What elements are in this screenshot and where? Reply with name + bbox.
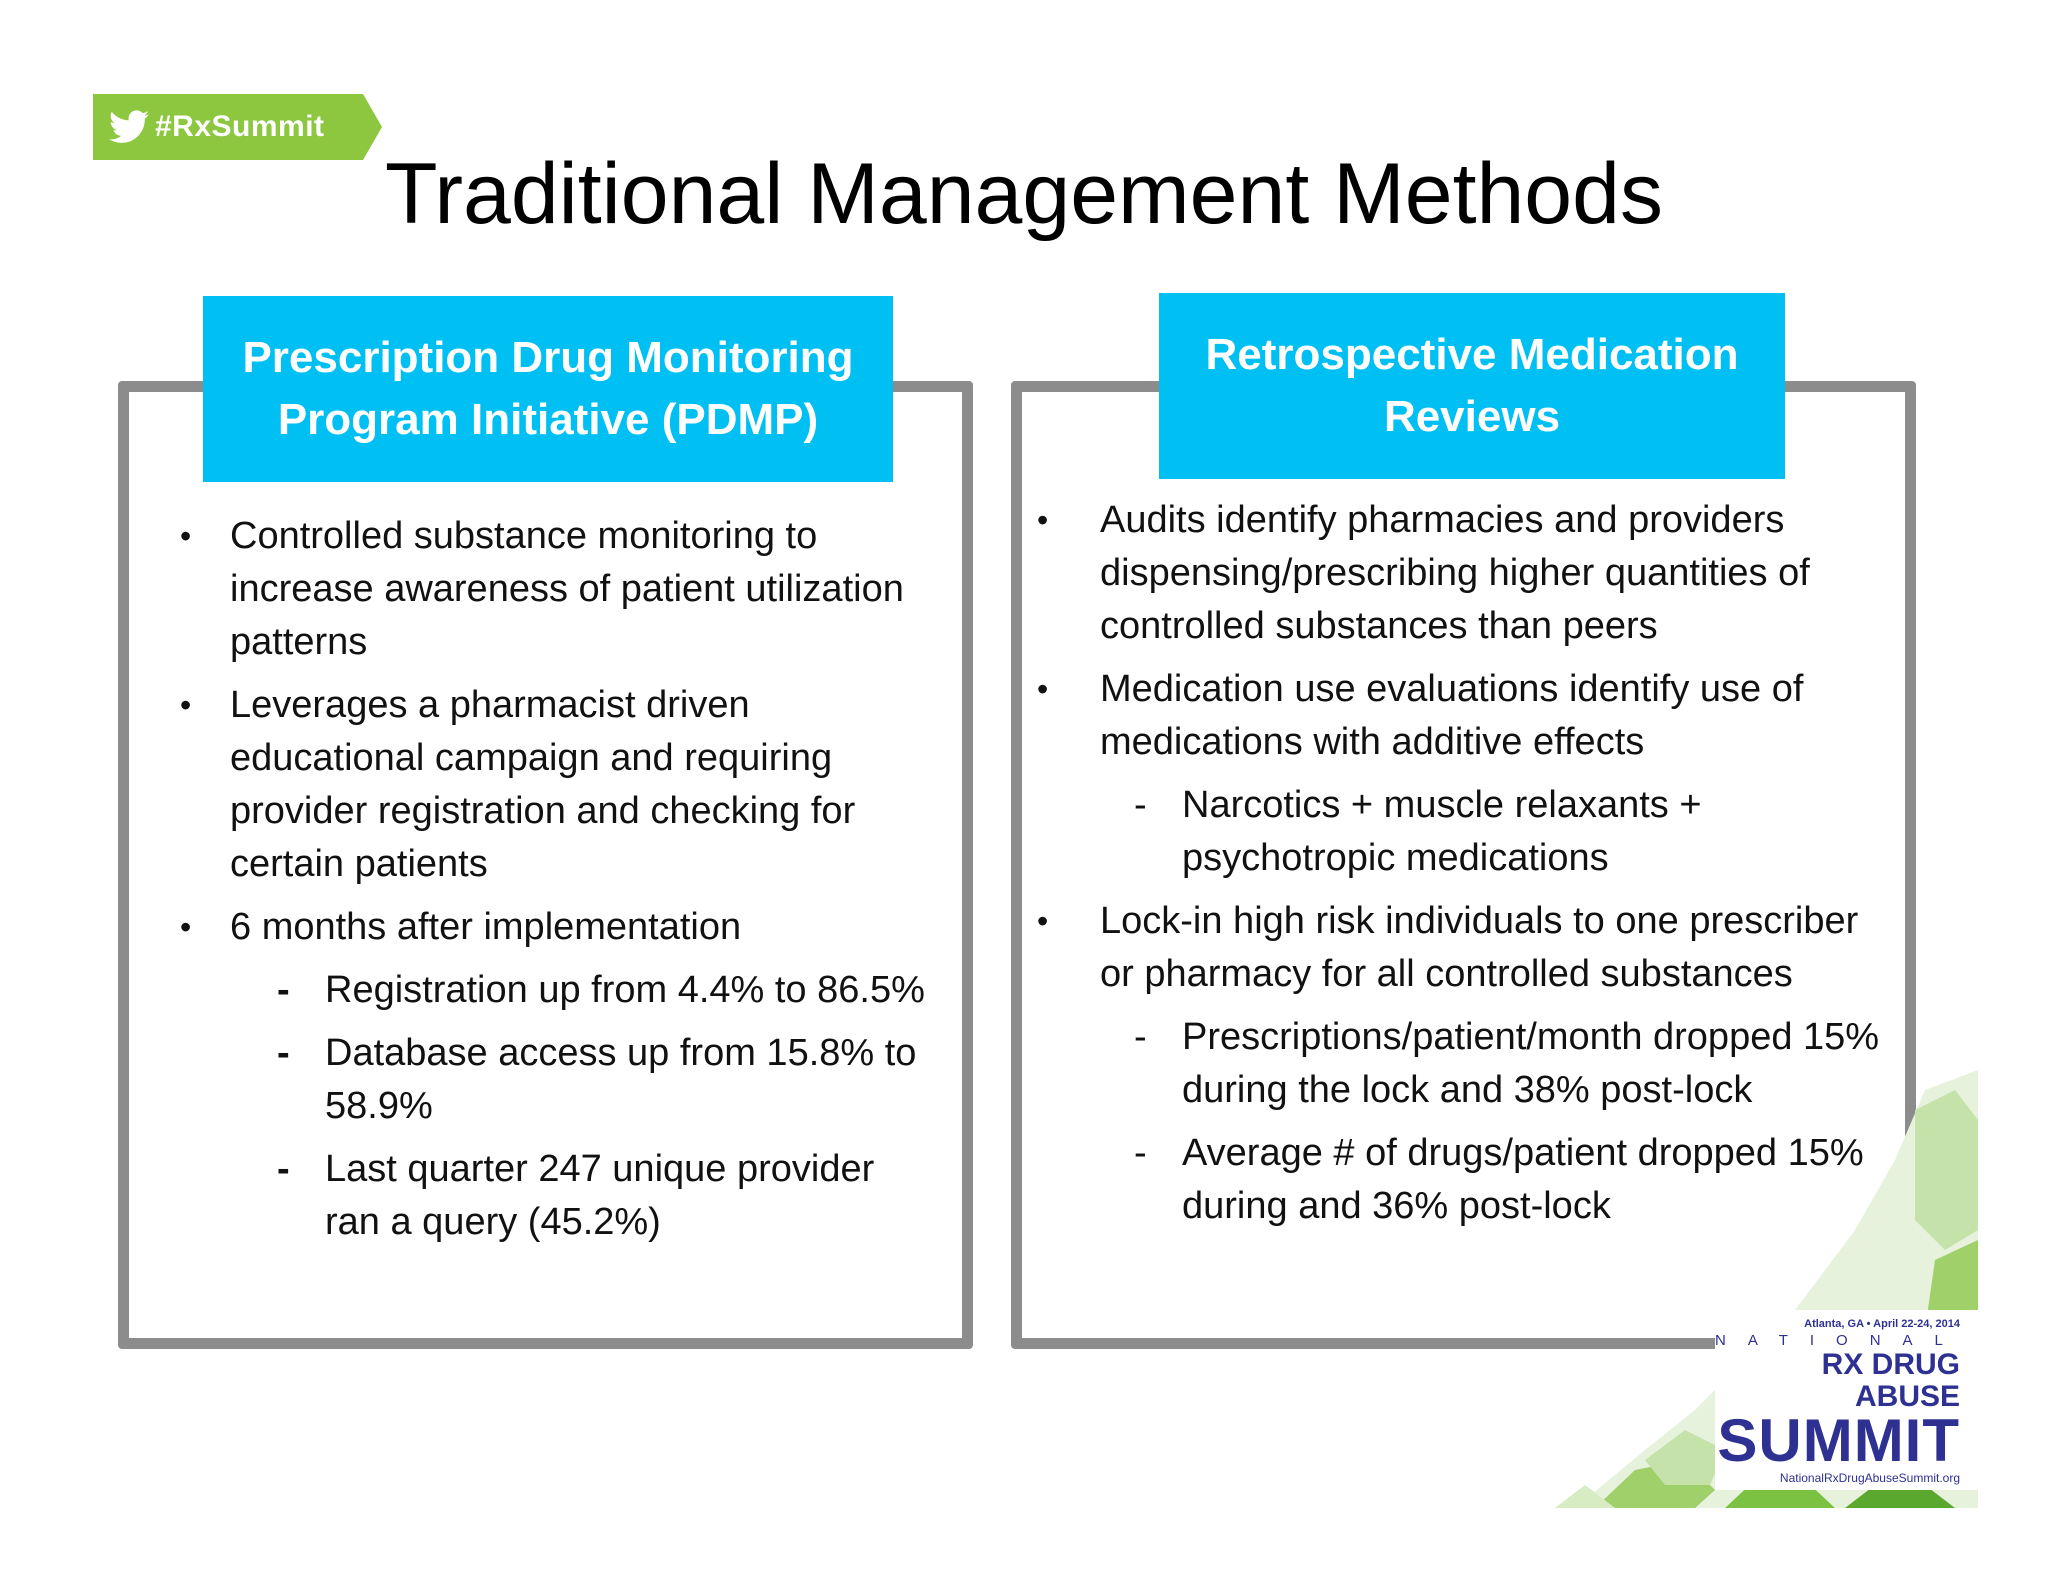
- logo-card: [1715, 1310, 1978, 1490]
- bullet-icon: •: [1037, 502, 1049, 538]
- medication-reviews-header: [1159, 293, 1785, 479]
- logo-summit: SUMMIT: [1717, 1407, 1960, 1474]
- sub-bullet-list: [1134, 779, 1900, 885]
- bullet-icon: •: [180, 518, 192, 554]
- twitter-bird-icon: [109, 110, 149, 144]
- bullet-text: Audits identify pharmacies and providers dispensing/prescribing higher quantities of controlled substances than peers: [1100, 499, 1810, 647]
- sub-bullet-list: [277, 964, 930, 1249]
- bullet-icon: •: [180, 909, 192, 945]
- pdmp-bullet-list: [180, 510, 930, 1259]
- bullet-icon: •: [1037, 671, 1049, 707]
- sub-bullet-item: [277, 1027, 930, 1133]
- sub-bullet-text: Average # of drugs/patient dropped 15% during and 36% post-lock: [1182, 1132, 1864, 1227]
- bullet-icon: •: [1037, 903, 1049, 939]
- dash-icon: -: [1134, 784, 1147, 826]
- bullet-item: [1037, 663, 1900, 885]
- dash-icon: -: [277, 969, 290, 1011]
- logo-national: NATIONAL: [1715, 1332, 1965, 1349]
- sub-bullet-text: Database access up from 15.8% to 58.9%: [325, 1032, 917, 1127]
- page-title: Traditional Management Methods: [385, 146, 1663, 242]
- sub-bullet-text: Last quarter 247 unique provider ran a query (45.2%): [325, 1148, 875, 1243]
- logo-url: NationalRxDrugAbuseSummit.org: [1779, 1471, 1960, 1485]
- bullet-text: 6 months after implementation: [230, 906, 742, 948]
- bullet-text: Medication use evaluations identify use of medications with additive effects: [1100, 668, 1804, 763]
- sub-bullet-item: [1134, 779, 1900, 885]
- bullet-text: Controlled substance monitoring to increase awareness of patient utilization patterns: [230, 515, 904, 663]
- sub-bullet-item: [277, 1143, 930, 1249]
- hashtag-label: #RxSummit: [155, 110, 325, 143]
- bullet-text: Leverages a pharmacist driven educational campaign and requiring provider registration and checking for certain patients: [230, 684, 856, 885]
- bullet-item: [1037, 494, 1900, 653]
- dash-icon: -: [277, 1032, 290, 1074]
- pdmp-header: [203, 296, 893, 482]
- bullet-item: [180, 901, 930, 1249]
- pdmp-header-line1: Prescription Drug Monitoring: [242, 333, 854, 382]
- reviews-header-line2: Reviews: [1383, 392, 1561, 441]
- dash-icon: -: [1134, 1016, 1147, 1058]
- dash-icon: -: [277, 1148, 290, 1190]
- sub-bullet-item: [277, 964, 930, 1017]
- logo-rx-drug-abuse: RX DRUG ABUSE: [1821, 1348, 1960, 1413]
- bullet-item: [180, 679, 930, 891]
- pdmp-header-line2: Program Initiative (PDMP): [277, 395, 819, 444]
- sub-bullet-text: Registration up from 4.4% to 86.5%: [325, 969, 925, 1011]
- dash-icon: -: [1134, 1132, 1147, 1174]
- bullet-item: [180, 510, 930, 669]
- sub-bullet-text: Prescriptions/patient/month dropped 15% during the lock and 38% post-lock: [1182, 1016, 1880, 1111]
- summit-logo: [1495, 1030, 1978, 1508]
- reviews-header-line1: Retrospective Medication: [1205, 330, 1739, 379]
- bullet-text: Lock-in high risk individuals to one prescriber or pharmacy for all controlled substances: [1100, 900, 1859, 995]
- logo-event-info: Atlanta, GA • April 22-24, 2014: [1804, 1318, 1960, 1330]
- sub-bullet-text: Narcotics + muscle relaxants + psychotropic medications: [1182, 784, 1702, 879]
- bullet-icon: •: [180, 687, 192, 723]
